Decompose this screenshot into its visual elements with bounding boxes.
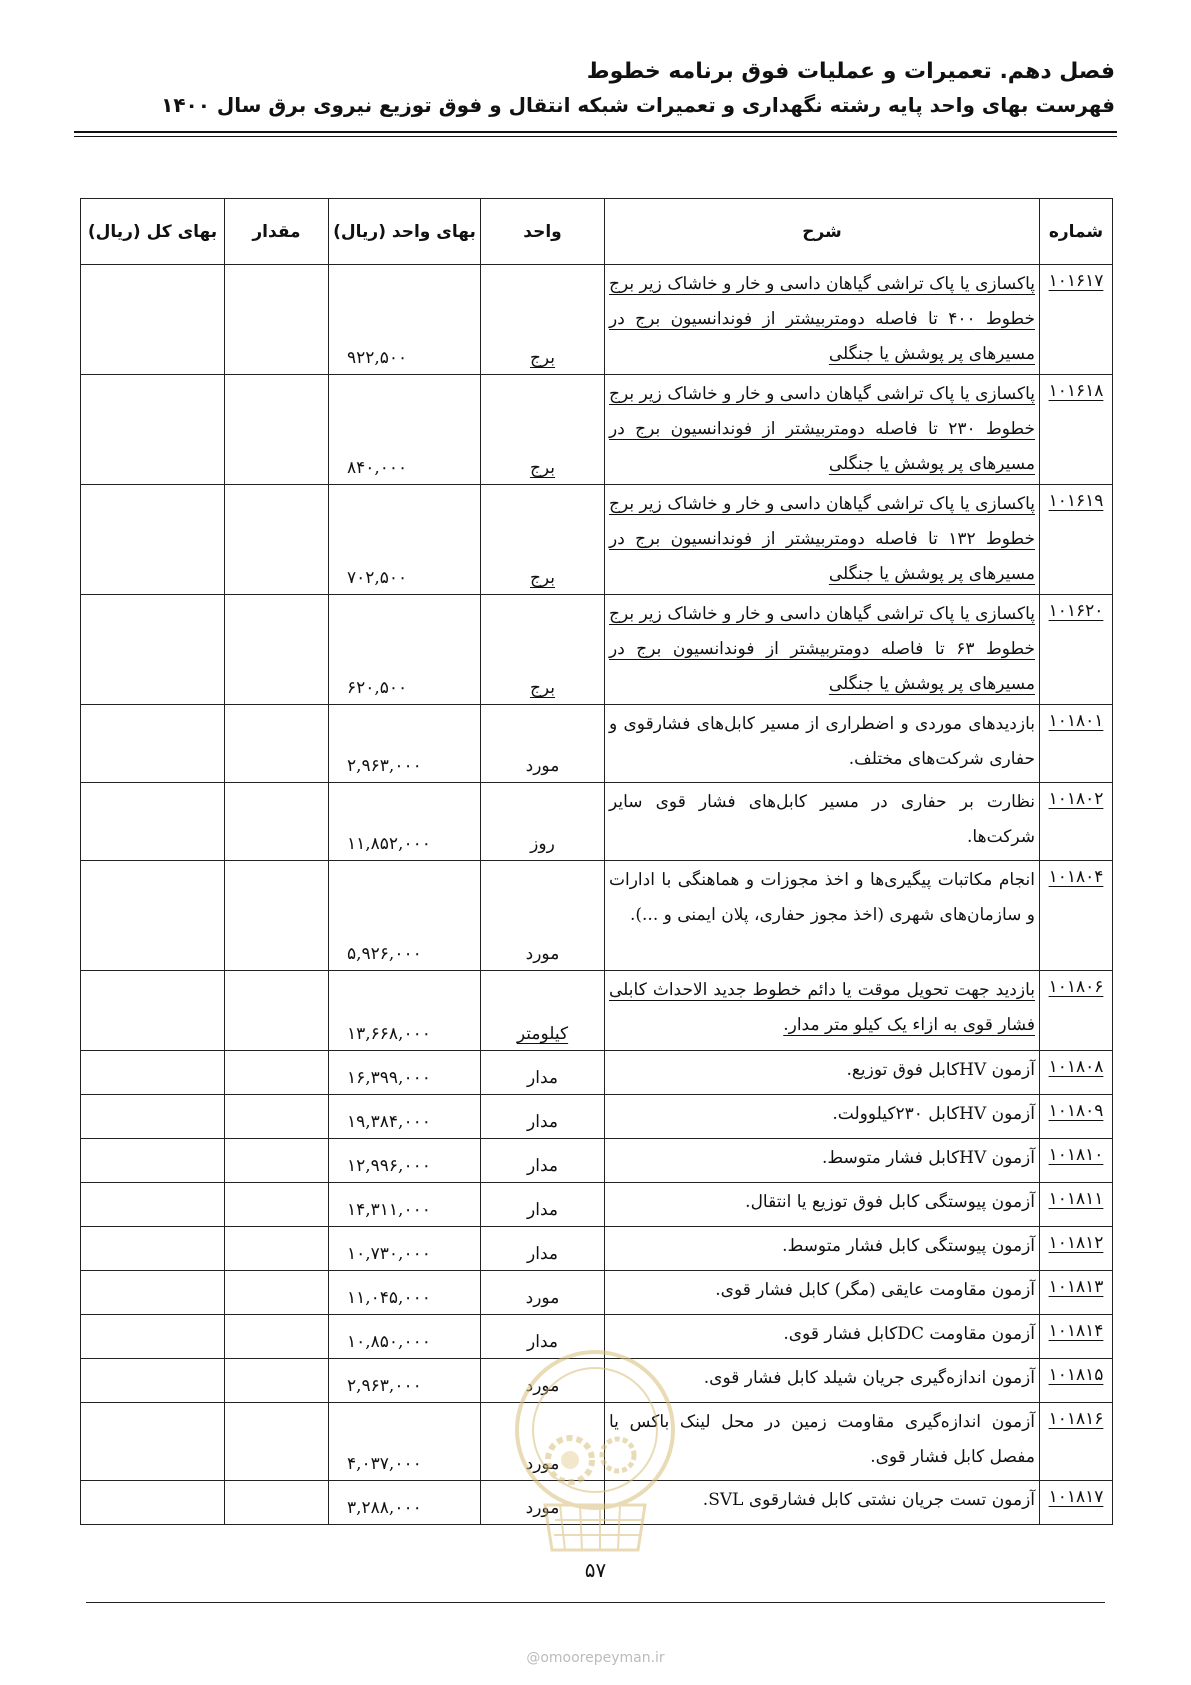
row-unit-price: ۶۲۰,۵۰۰ bbox=[329, 595, 481, 705]
row-total-price bbox=[81, 1139, 225, 1183]
row-unit: مورد bbox=[481, 1403, 605, 1481]
row-number: ۱۰۱۸۱۶ bbox=[1040, 1403, 1113, 1481]
row-description: آزمون پیوستگی کابل فوق توزیع یا انتقال. bbox=[605, 1183, 1040, 1227]
column-header-unit-price: بهای واحد (ریال) bbox=[329, 199, 481, 265]
row-number: ۱۰۱۸۱۲ bbox=[1040, 1227, 1113, 1271]
column-header-number: شماره bbox=[1040, 199, 1113, 265]
row-unit: برج bbox=[481, 485, 605, 595]
row-unit-price: ۸۴۰,۰۰۰ bbox=[329, 375, 481, 485]
row-quantity bbox=[225, 1403, 329, 1481]
row-quantity bbox=[225, 1227, 329, 1271]
page-number: ۵۷ bbox=[584, 1558, 607, 1582]
table-row bbox=[81, 1051, 1113, 1095]
row-number: ۱۰۱۸۱۵ bbox=[1040, 1359, 1113, 1403]
row-unit-price: ۵,۹۲۶,۰۰۰ bbox=[329, 861, 481, 971]
table-row bbox=[81, 861, 1113, 971]
row-total-price bbox=[81, 1359, 225, 1403]
row-quantity bbox=[225, 1095, 329, 1139]
row-total-price bbox=[81, 595, 225, 705]
row-description: آزمون مقاومت عایقی (مگر) کابل فشار قوی. bbox=[605, 1271, 1040, 1315]
row-total-price bbox=[81, 375, 225, 485]
row-unit-price: ۳,۲۸۸,۰۰۰ bbox=[329, 1481, 481, 1525]
header-divider-thick bbox=[74, 131, 1117, 133]
row-number: ۱۰۱۶۲۰ bbox=[1040, 595, 1113, 705]
row-number: ۱۰۱۸۰۶ bbox=[1040, 971, 1113, 1051]
row-quantity bbox=[225, 971, 329, 1051]
row-total-price bbox=[81, 265, 225, 375]
row-unit-price: ۷۰۲,۵۰۰ bbox=[329, 485, 481, 595]
page-header bbox=[76, 55, 1115, 121]
row-unit-price: ۲,۹۶۳,۰۰۰ bbox=[329, 705, 481, 783]
row-number: ۱۰۱۸۰۴ bbox=[1040, 861, 1113, 971]
row-total-price bbox=[81, 1271, 225, 1315]
row-quantity bbox=[225, 1481, 329, 1525]
row-unit: مدار bbox=[481, 1315, 605, 1359]
table-row bbox=[81, 1183, 1113, 1227]
row-description: آزمون اندازه‌گیری جریان شیلد کابل فشار قوی. bbox=[605, 1359, 1040, 1403]
row-unit-price: ۱۴,۳۱۱,۰۰۰ bbox=[329, 1183, 481, 1227]
table-row bbox=[81, 595, 1113, 705]
table-row bbox=[81, 375, 1113, 485]
table-row bbox=[81, 971, 1113, 1051]
row-description: نظارت بر حفاری در مسیر کابل‌های فشار قوی سایر شرکت‌ها. bbox=[605, 783, 1040, 861]
row-unit: برج bbox=[481, 265, 605, 375]
row-number: ۱۰۱۸۰۹ bbox=[1040, 1095, 1113, 1139]
row-unit-price: ۲,۹۶۳,۰۰۰ bbox=[329, 1359, 481, 1403]
row-unit-price: ۱۰,۷۳۰,۰۰۰ bbox=[329, 1227, 481, 1271]
row-description: آزمون HVکابل ۲۳۰کیلوولت. bbox=[605, 1095, 1040, 1139]
row-quantity bbox=[225, 1051, 329, 1095]
row-unit-price: ۱۹,۳۸۴,۰۰۰ bbox=[329, 1095, 481, 1139]
row-unit: برج bbox=[481, 595, 605, 705]
row-unit-price: ۱۲,۹۹۶,۰۰۰ bbox=[329, 1139, 481, 1183]
row-quantity bbox=[225, 595, 329, 705]
row-unit-price: ۱۳,۶۶۸,۰۰۰ bbox=[329, 971, 481, 1051]
row-quantity bbox=[225, 1139, 329, 1183]
row-quantity bbox=[225, 1315, 329, 1359]
row-number: ۱۰۱۸۱۴ bbox=[1040, 1315, 1113, 1359]
row-number: ۱۰۱۶۱۷ bbox=[1040, 265, 1113, 375]
row-unit: مدار bbox=[481, 1095, 605, 1139]
row-total-price bbox=[81, 1095, 225, 1139]
row-description: بازدیدهای موردی و اضطراری از مسیر کابل‌های فشارقوی و حفاری شرکت‌های مختلف. bbox=[605, 705, 1040, 783]
table-header-row bbox=[81, 199, 1113, 265]
table-row bbox=[81, 485, 1113, 595]
row-quantity bbox=[225, 783, 329, 861]
row-quantity bbox=[225, 1183, 329, 1227]
table-row bbox=[81, 1095, 1113, 1139]
header-divider-thin bbox=[74, 136, 1117, 137]
row-number: ۱۰۱۶۱۸ bbox=[1040, 375, 1113, 485]
publisher-seal-watermark bbox=[510, 1345, 680, 1570]
row-description: بازدید جهت تحویل موقت یا دائم خطوط جدید الاحداث کابلی فشار قوی به ازاء یک کیلو متر مدار. bbox=[605, 971, 1040, 1051]
row-description: آزمون HVکابل فشار متوسط. bbox=[605, 1139, 1040, 1183]
row-quantity bbox=[225, 485, 329, 595]
column-header-description: شرح bbox=[605, 199, 1040, 265]
row-unit: مورد bbox=[481, 705, 605, 783]
row-quantity bbox=[225, 861, 329, 971]
row-total-price bbox=[81, 1403, 225, 1481]
row-description: پاکسازی یا پاک تراشی گیاهان داسی و خار و خاشاک زیر برج خطوط ۴۰۰ تا فاصله دومتربیشتر از فوندانسیون برج در مسیرهای پر پوشش یا جنگلی bbox=[605, 265, 1040, 375]
row-description: آزمون HVکابل فوق توزیع. bbox=[605, 1051, 1040, 1095]
row-number: ۱۰۱۸۱۱ bbox=[1040, 1183, 1113, 1227]
row-unit: مورد bbox=[481, 1481, 605, 1525]
row-description: پاکسازی یا پاک تراشی گیاهان داسی و خار و خاشاک زیر برج خطوط ۲۳۰ تا فاصله دومتربیشتر از فوندانسیون برج در مسیرهای پر پوشش یا جنگلی bbox=[605, 375, 1040, 485]
row-total-price bbox=[81, 1051, 225, 1095]
row-total-price bbox=[81, 971, 225, 1051]
table-row bbox=[81, 783, 1113, 861]
row-total-price bbox=[81, 1227, 225, 1271]
row-description: پاکسازی یا پاک تراشی گیاهان داسی و خار و خاشاک زیر برج خطوط ۱۳۲ تا فاصله دومتربیشتر از فوندانسیون برج در مسیرهای پر پوشش یا جنگلی bbox=[605, 485, 1040, 595]
column-header-total-price: بهای کل (ریال) bbox=[81, 199, 225, 265]
row-quantity bbox=[225, 265, 329, 375]
row-description: آزمون اندازه‌گیری مقاومت زمین در محل لینک باکس یا مفصل کابل فشار قوی. bbox=[605, 1403, 1040, 1481]
row-description: پاکسازی یا پاک تراشی گیاهان داسی و خار و خاشاک زیر برج خطوط ۶۳ تا فاصله دومتربیشتر از فوندانسیون برج در مسیرهای پر پوشش یا جنگلی bbox=[605, 595, 1040, 705]
row-unit: مورد bbox=[481, 1271, 605, 1315]
table-row bbox=[81, 1271, 1113, 1315]
row-total-price bbox=[81, 1315, 225, 1359]
row-unit: مدار bbox=[481, 1139, 605, 1183]
row-description: آزمون تست جریان نشتی کابل فشارقوی SVL. bbox=[605, 1481, 1040, 1525]
row-number: ۱۰۱۶۱۹ bbox=[1040, 485, 1113, 595]
price-list-table bbox=[80, 198, 1113, 1525]
row-unit-price: ۱۱,۸۵۲,۰۰۰ bbox=[329, 783, 481, 861]
row-total-price bbox=[81, 705, 225, 783]
row-unit: برج bbox=[481, 375, 605, 485]
row-unit-price: ۱۰,۸۵۰,۰۰۰ bbox=[329, 1315, 481, 1359]
row-unit-price: ۱۱,۰۴۵,۰۰۰ bbox=[329, 1271, 481, 1315]
column-header-unit: واحد bbox=[481, 199, 605, 265]
row-quantity bbox=[225, 1271, 329, 1315]
row-unit: مدار bbox=[481, 1183, 605, 1227]
row-description: آزمون پیوستگی کابل فشار متوسط. bbox=[605, 1227, 1040, 1271]
row-unit: مورد bbox=[481, 1359, 605, 1403]
footer-watermark: @omoorepeyman.ir bbox=[526, 1650, 665, 1666]
row-unit: کیلومتر bbox=[481, 971, 605, 1051]
table-row bbox=[81, 1139, 1113, 1183]
row-number: ۱۰۱۸۱۷ bbox=[1040, 1481, 1113, 1525]
column-header-quantity: مقدار bbox=[225, 199, 329, 265]
row-number: ۱۰۱۸۱۳ bbox=[1040, 1271, 1113, 1315]
row-quantity bbox=[225, 705, 329, 783]
row-number: ۱۰۱۸۰۱ bbox=[1040, 705, 1113, 783]
row-unit: مورد bbox=[481, 861, 605, 971]
row-number: ۱۰۱۸۰۸ bbox=[1040, 1051, 1113, 1095]
table-row bbox=[81, 705, 1113, 783]
footer-divider bbox=[86, 1602, 1105, 1603]
row-total-price bbox=[81, 783, 225, 861]
table-row bbox=[81, 265, 1113, 375]
row-description: انجام مکاتبات پیگیری‌ها و اخذ مجوزات و هماهنگی با ادارات و سازمان‌های شهری (اخذ مجوز حفاری، پلان ایمنی و ...). bbox=[605, 861, 1040, 971]
row-unit: روز bbox=[481, 783, 605, 861]
row-unit-price: ۴,۰۳۷,۰۰۰ bbox=[329, 1403, 481, 1481]
row-quantity bbox=[225, 375, 329, 485]
row-unit-price: ۹۲۲,۵۰۰ bbox=[329, 265, 481, 375]
row-total-price bbox=[81, 485, 225, 595]
row-unit: مدار bbox=[481, 1051, 605, 1095]
row-total-price bbox=[81, 861, 225, 971]
document-subtitle: فهرست بهای واحد پایه رشته نگهداری و تعمیرات شبکه انتقال و فوق توزیع نیروی برق سال ۱۴۰۰ bbox=[161, 93, 1115, 117]
row-description: آزمون مقاومت DCکابل فشار قوی. bbox=[605, 1315, 1040, 1359]
chapter-title: فصل دهم. تعمیرات و عملیات فوق برنامه خطوط bbox=[586, 59, 1115, 84]
row-total-price bbox=[81, 1183, 225, 1227]
row-total-price bbox=[81, 1481, 225, 1525]
table-row bbox=[81, 1227, 1113, 1271]
row-unit: مدار bbox=[481, 1227, 605, 1271]
row-number: ۱۰۱۸۱۰ bbox=[1040, 1139, 1113, 1183]
row-unit-price: ۱۶,۳۹۹,۰۰۰ bbox=[329, 1051, 481, 1095]
row-quantity bbox=[225, 1359, 329, 1403]
row-number: ۱۰۱۸۰۲ bbox=[1040, 783, 1113, 861]
